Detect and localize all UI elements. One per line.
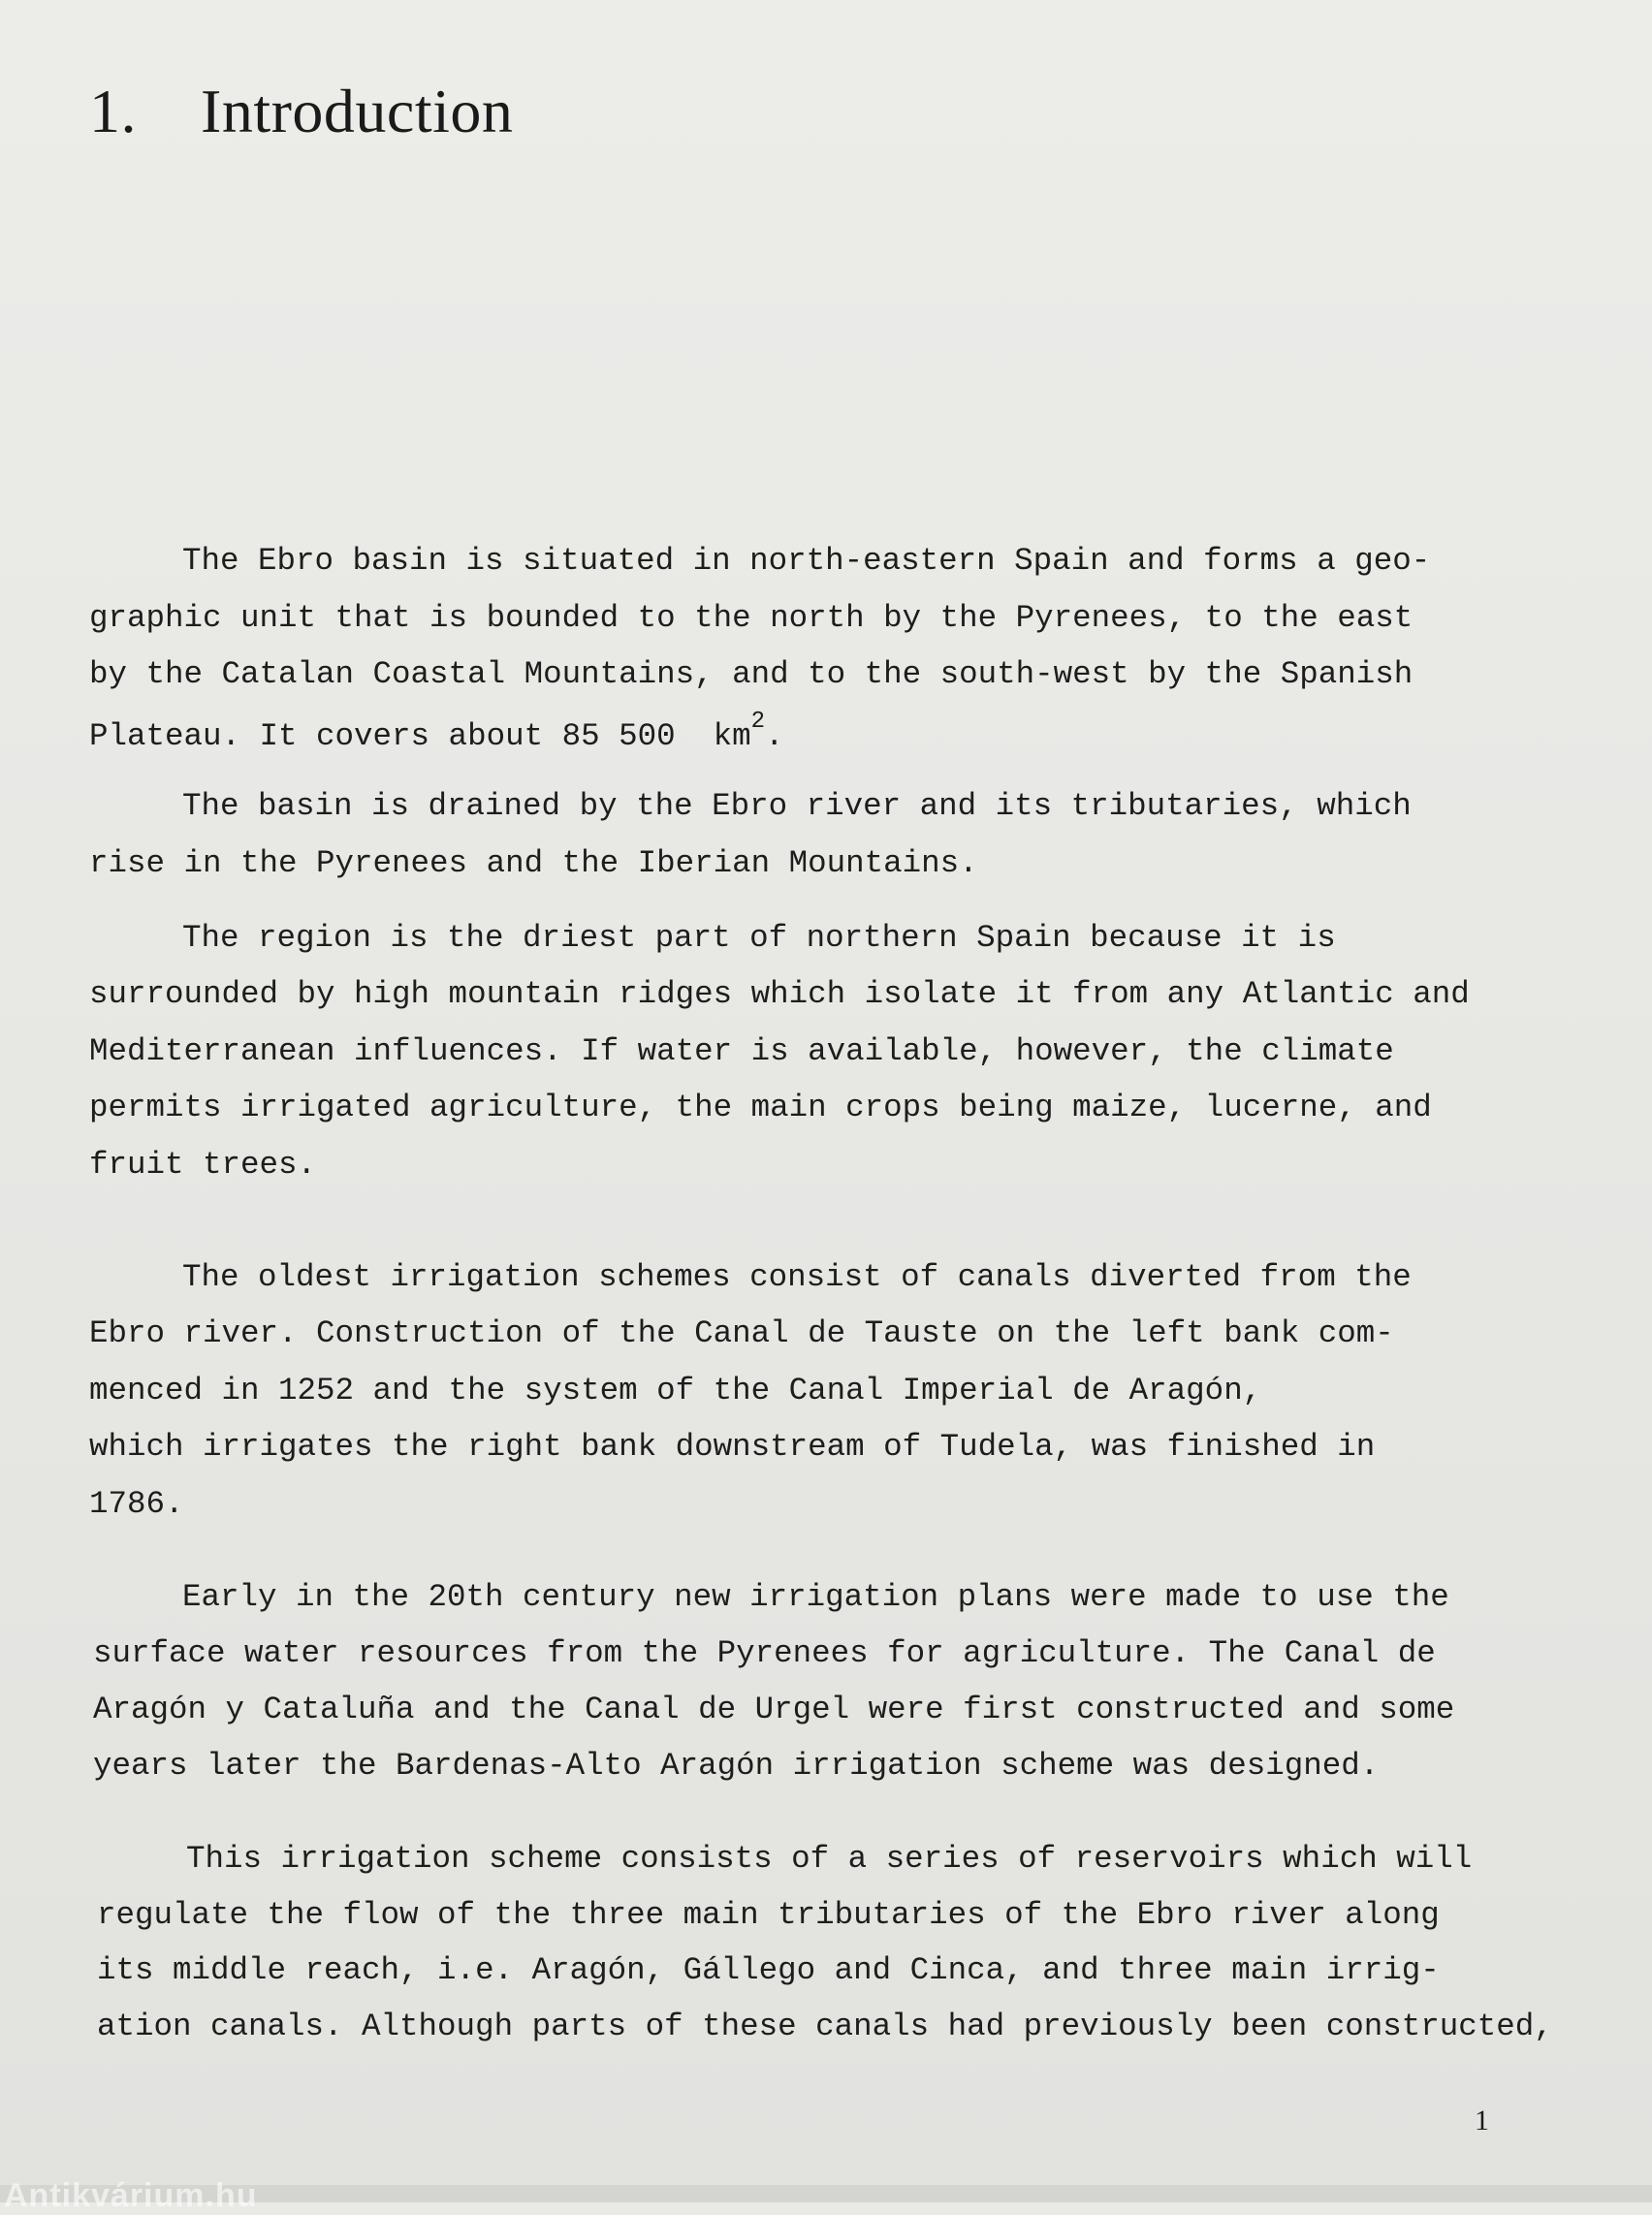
paragraph-line: surface water resources from the Pyrenees for agriculture. The Canal de: [93, 1635, 1436, 1671]
paragraph-line: menced in 1252 and the system of the Canal Imperial de Aragón,: [89, 1373, 1262, 1408]
paragraph-line: by the Catalan Coastal Mountains, and to the south-west by the Spanish: [89, 656, 1414, 692]
paragraph-line: Early in the 20th century new irrigation plans were made to use the: [182, 1579, 1449, 1615]
paragraph-line: This irrigation scheme consists of a series of reservoirs which will: [186, 1841, 1473, 1877]
superscript: 2: [750, 709, 766, 735]
paragraph-line: regulate the flow of the three main tributaries of the Ebro river along: [97, 1897, 1440, 1933]
paragraph-line: The region is the driest part of northern Spain because it is: [182, 920, 1336, 956]
paragraph-line: its middle reach, i.e. Aragón, Gállego and Cinca, and three main irrig-: [97, 1952, 1440, 1988]
trailing-punctuation: .: [765, 717, 784, 754]
paragraph-line: graphic unit that is bounded to the north by the Pyrenees, to the east: [89, 600, 1414, 636]
page-number: 1: [1475, 2104, 1489, 2136]
paragraph-line: The oldest irrigation schemes consist of canals diverted from the: [182, 1259, 1412, 1295]
paragraph-line: Ebro river. Construction of the Canal de Tauste on the left bank com-: [89, 1315, 1394, 1351]
paragraph-line: Aragón y Cataluña and the Canal de Urgel were first constructed and some: [93, 1692, 1455, 1727]
section-heading: [89, 76, 513, 147]
heading-title: Introduction: [201, 77, 514, 145]
paragraph-line-text: Plateau. It covers about 85 500 km: [89, 717, 751, 754]
paragraph-line: ation canals. Although parts of these canals had previously been constructed,: [97, 2009, 1553, 2044]
paragraph-line: surrounded by high mountain ridges which isolate it from any Atlantic and: [89, 976, 1470, 1012]
paragraph-line: rise in the Pyrenees and the Iberian Mountains.: [89, 845, 978, 881]
heading-number: 1.: [89, 77, 137, 145]
paragraph-line-with-superscript: [89, 709, 784, 754]
paragraph-line: years later the Bardenas-Alto Aragón irrigation scheme was designed.: [93, 1748, 1380, 1784]
paragraph-line: The basin is drained by the Ebro river and its tributaries, which: [182, 788, 1412, 824]
paragraph-line: permits irrigated agriculture, the main crops being maize, lucerne, and: [89, 1090, 1432, 1125]
watermark: Antikvárium.hu: [4, 2177, 258, 2214]
paragraph-line: 1786.: [89, 1486, 184, 1522]
paragraph-line: fruit trees.: [89, 1147, 317, 1183]
paragraph-line: which irrigates the right bank downstream of Tudela, was finished in: [89, 1429, 1376, 1465]
paragraph-line: The Ebro basin is situated in north-eastern Spain and forms a geo-: [182, 543, 1431, 579]
paragraph-line: Mediterranean influences. If water is available, however, the climate: [89, 1033, 1394, 1069]
